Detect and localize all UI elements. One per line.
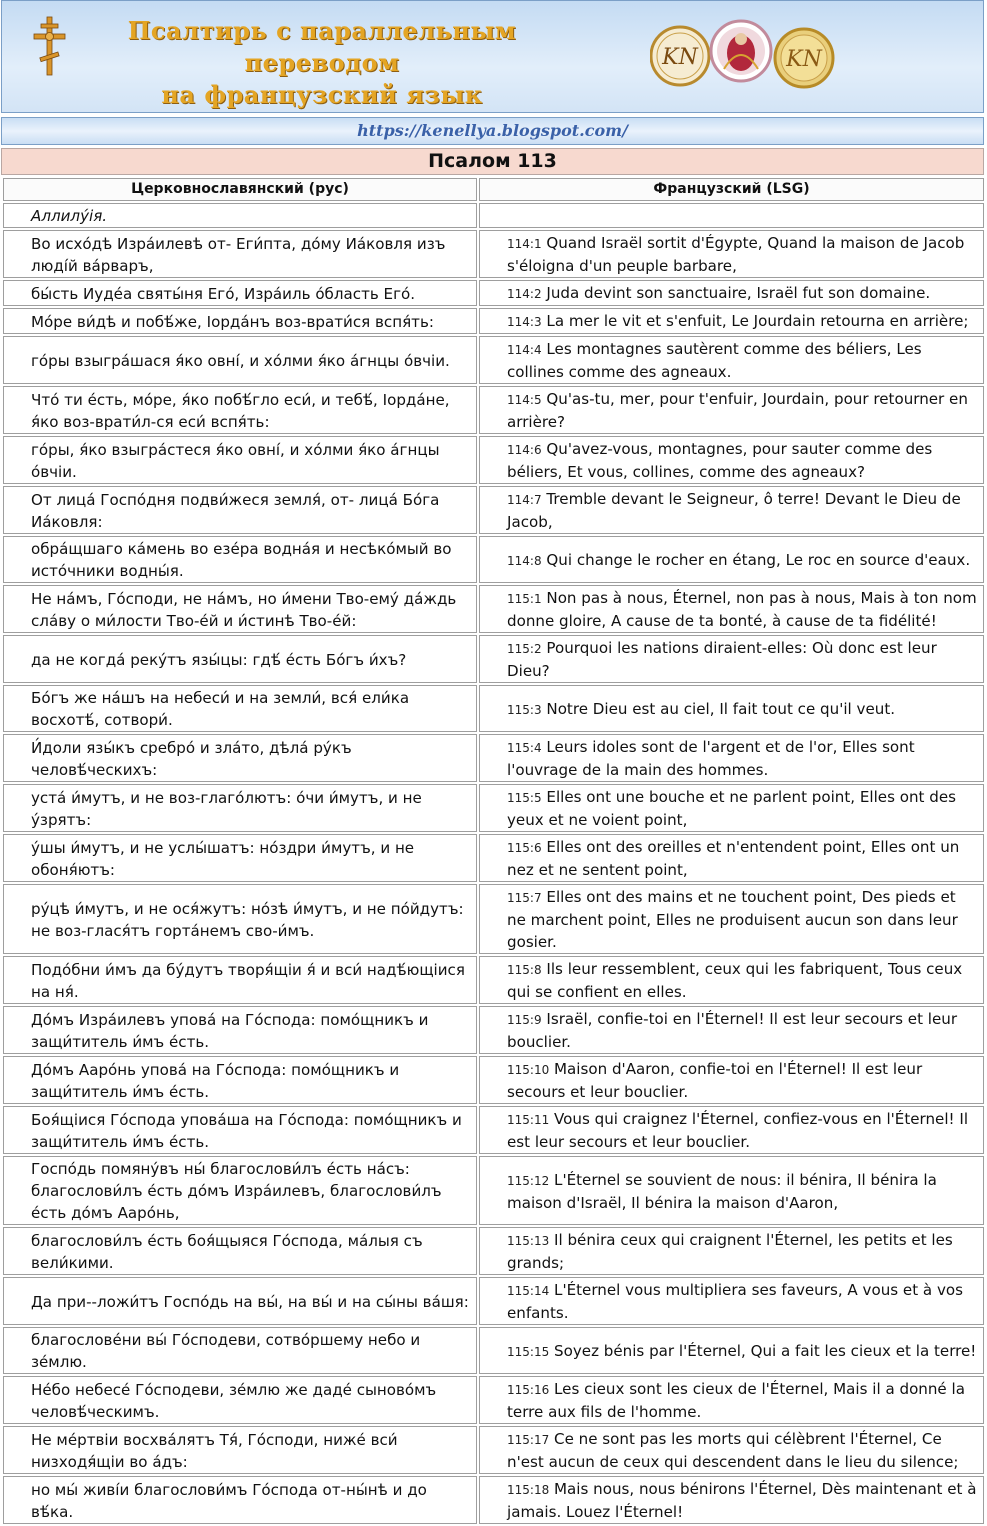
verse-row	[3, 1476, 984, 1524]
verse-reference: 114:1	[507, 237, 542, 251]
slavonic-verse: От лица́ Госпо́дня подви́жеся земля́, от- лица́ Бо́га Иа́ковля:	[3, 486, 477, 534]
kn-logo-left-icon	[651, 27, 709, 85]
french-verse: Vous qui craignez l'Éternel, confiez-vous en l'Éternel! Il est leur secours et leur bouclier.	[507, 1110, 969, 1151]
slavonic-verse: До́мъ Ааро́нь упова́ на Го́спода: помо́щникъ и защи́титель и́мъ е́сть.	[3, 1056, 477, 1104]
french-verse: Juda devint son sanctuaire, Israël fut son domaine.	[546, 284, 931, 302]
slavonic-verse: благослови́лъ е́сть боя́щыяся Го́спода, ма́лыя съ вели́кими.	[3, 1227, 477, 1275]
verse-row	[3, 1426, 984, 1474]
verse-row	[3, 685, 984, 732]
french-verse: Elles ont des oreilles et n'entendent point, Elles ont un nez et ne sentent point,	[507, 838, 960, 879]
banner-title-line2: на французский язык	[161, 80, 483, 109]
slavonic-verse: го́ры взыгра́шася я́ко овні́, и хо́лми я́ко а́гнцы о́вчіи.	[3, 336, 477, 384]
psalm-title: Псалом 113	[1, 148, 984, 175]
french-verse: La mer le vit et s'enfuit, Le Jourdain retourna en arrière;	[546, 312, 969, 330]
verse-row	[3, 436, 984, 484]
verse-row	[3, 1227, 984, 1275]
verse-row	[3, 956, 984, 1004]
verse-row	[3, 834, 984, 882]
blog-url-link[interactable]: https://kenellya.blogspot.com/	[357, 121, 628, 140]
verse-reference: 115:4	[507, 741, 542, 755]
french-verse: Pourquoi les nations diraient-elles: Où donc est leur Dieu?	[507, 639, 937, 680]
french-verse: Elles ont des mains et ne touchent point, Des pieds et ne marchent point, Elles ne produisent aucun son dans leur gosier.	[507, 888, 958, 951]
table-header-row	[3, 178, 984, 201]
slavonic-verse: Бо́гъ же на́шъ на небеси́ и на земли́, вся́ ели́ка восхотѣ́, сотвори́.	[3, 685, 477, 732]
verse-reference: 115:18	[507, 1483, 550, 1497]
url-bar	[1, 117, 984, 145]
french-verse-cell	[479, 956, 984, 1004]
french-verse-cell	[479, 834, 984, 882]
verse-row	[3, 1056, 984, 1104]
verse-reference: 115:16	[507, 1383, 550, 1397]
french-verse: Les montagnes sautèrent comme des béliers, Les collines comme des agneaux.	[507, 340, 922, 381]
french-verse-cell	[479, 1056, 984, 1104]
slavonic-verse: Госпо́дь помяну́въ ны́ благослови́лъ е́сть на́съ: благослови́лъ е́сть до́мъ Изра́илевъ, благослови́лъ е́сть до́мъ Ааро́нь,	[3, 1156, 477, 1225]
verse-reference: 115:1	[507, 592, 542, 606]
slavonic-verse: бы́сть Иуде́а святы́ня Его́, Изра́иль о́бласть Его́.	[3, 280, 477, 306]
slavonic-verse: Что́ ти е́сть, мо́ре, я́ко побѣ́гло еси́, и тебѣ́, Іорда́не, я́ко воз-врати́л-ся еси́ вспя́ть:	[3, 386, 477, 434]
column-header-slavonic: Церковнославянский (рус)	[3, 178, 477, 201]
french-verse-cell	[479, 336, 984, 384]
slavonic-verse: го́ры, я́ко взыгра́стеся я́ко овні́, и хо́лми я́ко а́гнцы о́вчіи.	[3, 436, 477, 484]
header-banner	[1, 0, 984, 113]
slavonic-verse: И́доли язы́къ сребро́ и зла́то, дѣла́ ру́къ человѣ́ческихъ:	[3, 734, 477, 782]
column-header-french: Французский (LSG)	[479, 178, 984, 201]
french-verse: L'Éternel se souvient de nous: il bénira, Il bénira la maison d'Israël, Il bénira la maison d'Aaron,	[507, 1170, 937, 1212]
french-verse-cell	[479, 386, 984, 434]
french-verse: Leurs idoles sont de l'argent et de l'or, Elles sont l'ouvrage de la main des hommes.	[507, 738, 915, 779]
french-verse-cell	[479, 1106, 984, 1154]
french-verse-cell	[479, 635, 984, 683]
slavonic-verse: Боя́щіися Го́спода упова́ша на Го́спода: помо́щникъ и защи́титель и́мъ е́сть.	[3, 1106, 477, 1154]
slavonic-verse: Не ме́ртвіи восхва́лятъ Тя́, Го́споди, ниже́ вси́ низходя́щіи во а́дъ:	[3, 1426, 477, 1474]
french-verse: Il bénira ceux qui craignent l'Éternel, les petits et les grands;	[507, 1231, 953, 1272]
french-verse: Maison d'Aaron, confie-toi en l'Éternel! Il est leur secours et leur bouclier.	[507, 1060, 923, 1101]
kn-logo-right-icon	[775, 29, 833, 87]
kn-logo-left-text: KN	[662, 45, 698, 70]
psalm-table	[1, 176, 986, 1526]
slavonic-verse: да не когда́ рекýтъ язы́цы: гдѣ́ е́сть Бо́гъ и́хъ?	[3, 635, 477, 683]
verse-reference: 115:8	[507, 963, 542, 977]
verse-reference: 115:9	[507, 1013, 542, 1027]
verse-reference: 115:2	[507, 642, 542, 656]
french-verse-cell	[479, 1277, 984, 1325]
slavonic-verse: но мы́ живі́и благослови́мъ Го́спода от-ны́нѣ и до вѣ́ка.	[3, 1476, 477, 1524]
french-verse-cell	[479, 1327, 984, 1374]
french-verse-cell	[479, 734, 984, 782]
verse-row	[3, 734, 984, 782]
verse-row	[3, 280, 984, 306]
french-verse-cell	[479, 1376, 984, 1424]
french-verse: Qu'as-tu, mer, pour t'enfuir, Jourdain, pour retourner en arrière?	[507, 390, 968, 431]
french-verse: Ce ne sont pas les morts qui célèbrent l'Éternel, Ce n'est aucun de ceux qui descendent dans le lieu du silence;	[507, 1430, 959, 1471]
french-verse-cell	[479, 436, 984, 484]
verse-row	[3, 230, 984, 278]
french-verse: Mais nous, nous bénirons l'Éternel, Dès maintenant et à jamais. Louez l'Éternel!	[507, 1480, 977, 1521]
verse-row	[3, 203, 984, 228]
french-verse: Elles ont une bouche et ne parlent point, Elles ont des yeux et ne voient point,	[507, 788, 957, 829]
verse-row	[3, 486, 984, 534]
slavonic-verse: ру́цѣ и́мутъ, и не ося́жутъ: но́зѣ и́мутъ, и не по́йдутъ: не воз-глася́тъ горта́немъ сво-и́мъ.	[3, 884, 477, 954]
verse-row	[3, 1376, 984, 1424]
verse-reference: 114:7	[507, 493, 542, 507]
kn-logo-right-text: KN	[786, 47, 822, 72]
verse-row	[3, 308, 984, 334]
slavonic-verse: уста́ и́мутъ, и не воз-глаго́лютъ: о́чи и́мутъ, и не у́зрятъ:	[3, 784, 477, 832]
french-verse-cell	[479, 280, 984, 306]
french-verse-cell	[479, 1476, 984, 1524]
french-verse: Quand Israël sortit d'Égypte, Quand la maison de Jacob s'éloigna d'un peuple barbare,	[507, 234, 965, 275]
french-verse-cell	[479, 685, 984, 732]
icon-medallion-icon	[711, 21, 771, 81]
verse-row	[3, 1277, 984, 1325]
logo-group	[650, 11, 840, 101]
slavonic-verse: Не́бо небесе́ Го́сподеви, зе́млю же даде́ сыново́мъ человѣ́ческимъ.	[3, 1376, 477, 1424]
french-verse-cell	[479, 230, 984, 278]
verse-row	[3, 1156, 984, 1225]
french-verse: Ils leur ressemblent, ceux qui les fabriquent, Tous ceux qui se confient en elles.	[507, 960, 963, 1001]
french-verse: Israël, confie-toi en l'Éternel! Il est leur secours et leur bouclier.	[507, 1010, 958, 1051]
banner-title-line1: Псалтирь с параллельным переводом	[127, 16, 517, 77]
verse-row	[3, 386, 984, 434]
slavonic-verse: Да при--ложи́тъ Госпо́дь на вы́, на вы́ и на сы́ны ва́шя:	[3, 1277, 477, 1325]
french-verse: L'Éternel vous multipliera ses faveurs, A vous et à vos enfants.	[507, 1281, 964, 1322]
verse-reference: 115:7	[507, 891, 542, 905]
verse-row	[3, 1327, 984, 1374]
french-verse-cell	[479, 1227, 984, 1275]
french-verse-cell	[479, 585, 984, 633]
verse-reference: 114:6	[507, 443, 542, 457]
french-verse: Soyez bénis par l'Éternel, Qui a fait les cieux et la terre!	[554, 1341, 977, 1360]
french-verse: Qui change le rocher en étang, Le roc en source d'eaux.	[546, 550, 971, 569]
orthodox-cross-icon	[32, 15, 66, 77]
french-verse-cell	[479, 784, 984, 832]
verse-reference: 115:10	[507, 1063, 550, 1077]
banner-title	[62, 15, 582, 111]
verse-row	[3, 1006, 984, 1054]
verse-reference: 115:3	[507, 702, 542, 717]
french-verse: Non pas à nous, Éternel, non pas à nous, Mais à ton nom donne gloire, A cause de ta bonté, à cause de ta fidélité!	[507, 589, 977, 630]
verse-row	[3, 585, 984, 633]
verse-row	[3, 884, 984, 954]
slavonic-verse: До́мъ Изра́илевъ упова́ на Го́спода: помо́щникъ и защи́титель и́мъ е́сть.	[3, 1006, 477, 1054]
slavonic-verse: Мо́ре ви́дѣ и побѣ́же, Іорда́нъ воз-врати́ся вспя́ть:	[3, 308, 477, 334]
french-verse-cell	[479, 884, 984, 954]
verse-reference: 115:15	[507, 1344, 550, 1359]
verse-row	[3, 336, 984, 384]
verse-reference: 115:5	[507, 791, 542, 805]
verse-reference: 115:12	[507, 1173, 550, 1188]
french-verse-cell	[479, 536, 984, 583]
verse-reference: 114:5	[507, 393, 542, 407]
slavonic-verse: Подо́бни и́мъ да бу́дутъ творя́щіи я́ и вси́ надѣ́ющіися на ня́.	[3, 956, 477, 1004]
verse-reference: 115:13	[507, 1234, 550, 1248]
verse-row	[3, 536, 984, 583]
verse-reference: 114:4	[507, 343, 542, 357]
french-verse-cell	[479, 1426, 984, 1474]
french-verse-cell	[479, 308, 984, 334]
verse-reference: 114:2	[507, 287, 542, 301]
french-verse-cell	[479, 203, 984, 228]
verse-reference: 115:11	[507, 1113, 550, 1127]
french-verse-cell	[479, 486, 984, 534]
slavonic-verse: Не на́мъ, Го́споди, не на́мъ, но и́мени Тво-ему́ да́ждь сла́ву о ми́лости Тво-е́й и и́стинѣ Тво-е́й:	[3, 585, 477, 633]
verse-reference: 115:17	[507, 1433, 550, 1447]
verse-reference: 115:14	[507, 1284, 550, 1298]
slavonic-verse: Аллилу́ія.	[3, 203, 477, 228]
french-verse: Qu'avez-vous, montagnes, pour sauter comme des béliers, Et vous, collines, comme des agneaux?	[507, 440, 933, 481]
verse-reference: 114:3	[507, 315, 542, 329]
slavonic-verse: Во исхо́дѣ Изра́илевѣ от- Еги́пта, до́му Иа́ковля изъ люді́й ва́рваръ,	[3, 230, 477, 278]
french-verse-cell	[479, 1006, 984, 1054]
verse-reference: 115:6	[507, 841, 542, 855]
french-verse: Tremble devant le Seigneur, ô terre! Devant le Dieu de Jacob,	[507, 490, 961, 531]
slavonic-verse: обра́щшаго ка́мень во езе́ра водна́я и несѣко́мый во исто́чники водны́я.	[3, 536, 477, 583]
verse-row	[3, 784, 984, 832]
verse-row	[3, 1106, 984, 1154]
verse-reference: 114:8	[507, 553, 542, 568]
slavonic-verse: у́шы и́мутъ, и не услы́шатъ: но́здри и́мутъ, и не обоня́ютъ:	[3, 834, 477, 882]
french-verse: Les cieux sont les cieux de l'Éternel, Mais il a donné la terre aux fils de l'homme.	[507, 1380, 965, 1421]
french-verse: Notre Dieu est au ciel, Il fait tout ce qu'il veut.	[546, 699, 896, 718]
verse-row	[3, 635, 984, 683]
french-verse-cell	[479, 1156, 984, 1225]
slavonic-verse: благослове́ни вы́ Го́сподеви, сотво́ршему небо и зе́млю.	[3, 1327, 477, 1374]
